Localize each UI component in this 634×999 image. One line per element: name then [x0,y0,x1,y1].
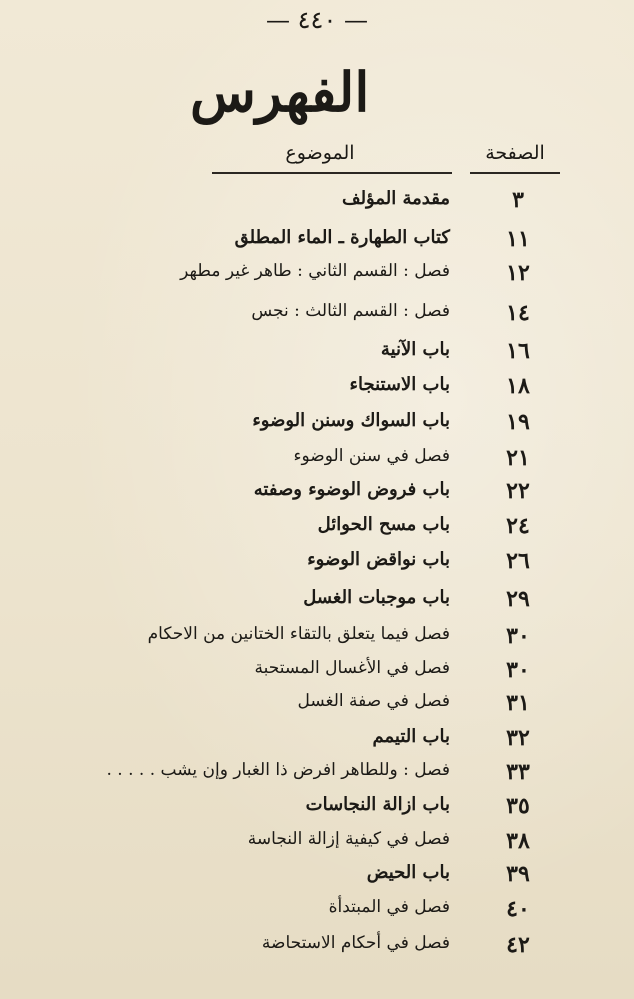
toc-page-number: ٣٠ [506,657,530,683]
toc-page-number: ٣٥ [506,793,530,819]
toc-entry [100,478,540,508]
toc-page-number: ١٦ [506,338,530,364]
toc-page-number: ١٤ [506,300,530,326]
toc-page-number: ٢٤ [506,513,530,539]
index-title: الفهرس [190,60,370,124]
toc-entry [100,187,540,217]
toc-title: فصل في كيفية إزالة النجاسة [247,829,450,849]
toc-entry [100,828,540,858]
toc-entry [100,548,540,578]
toc-title: باب التيمم [372,726,450,747]
toc-title: فصل : القسم الثاني : طاهر غير مطهر [180,261,450,281]
toc-title: باب موجبات الغسل [303,587,450,608]
toc-entry [100,896,540,926]
toc-entry [100,409,540,439]
toc-page-number: ٣١ [506,690,530,716]
toc-title: باب مسح الحوائل [317,514,450,535]
toc-title: فصل في سنن الوضوء [293,446,450,466]
toc-entry [100,373,540,403]
toc-title: باب نواقض الوضوء [307,549,450,570]
toc-page-number: ٣٣ [506,759,530,785]
toc-entry [100,932,540,962]
toc-entry [100,260,540,290]
toc-title: فصل فيما يتعلق بالتقاء الختانين من الاحكام [147,624,450,644]
toc-page-number: ٤٠ [506,896,530,922]
toc-page-number: ٤٢ [506,932,530,958]
toc-entry [100,338,540,368]
toc-page-number: ٣٨ [506,828,530,854]
toc-page-number: ١٢ [506,260,530,286]
page-number: — ٤٤٠ — [266,6,368,34]
toc-entry [100,623,540,653]
toc-page-number: ١١ [506,226,530,252]
toc-title: فصل في أحكام الاستحاضة [261,933,450,953]
toc-entry [100,725,540,755]
toc-entry [100,586,540,616]
subject-column-header: الموضوع [285,142,355,164]
toc-page-number: ١٨ [506,373,530,399]
toc-page-number: ٣ [512,187,524,213]
toc-entry [100,759,540,789]
toc-entry [100,300,540,330]
toc-title: كتاب الطهارة ـ الماء المطلق [234,227,450,248]
toc-title: باب الحيض [366,862,450,883]
toc-title: باب الآنية [380,339,450,360]
toc-page-number: ٣٢ [506,725,530,751]
toc-entry [100,226,540,256]
toc-title: فصل : القسم الثالث : نجس [251,301,450,321]
toc-page-number: ٣٩ [506,861,530,887]
toc-title: فصل في صفة الغسل [297,691,450,711]
toc-page-number: ٢٦ [506,548,530,574]
subject-column-rule [212,172,452,174]
toc-title: باب ازالة النجاسات [305,794,450,815]
toc-title: باب الاستنجاء [349,374,450,395]
page-column-header: الصفحة [485,142,545,164]
toc-entry [100,513,540,543]
toc-title: باب السواك وسنن الوضوء [252,410,450,431]
toc-entry [100,657,540,687]
toc-title: فصل : وللطاهر افرض ذا الغبار وإن يشب . . . . . [106,760,450,780]
toc-title: باب فروض الوضوء وصفته [253,479,450,500]
toc-title: مقدمة المؤلف [341,188,450,209]
toc-entry [100,793,540,823]
toc-entry [100,445,540,475]
toc-entry [100,690,540,720]
toc-title: فصل في الأغسال المستحبة [254,658,450,678]
toc-page-number: ٢٩ [506,586,530,612]
toc-page-number: ١٩ [506,409,530,435]
page-column-rule [470,172,560,174]
toc-title: فصل في المبتدأة [328,897,450,917]
toc-page-number: ٢١ [506,445,530,471]
toc-page-number: ٢٢ [506,478,530,504]
toc-entry [100,861,540,891]
toc-page-number: ٣٠ [506,623,530,649]
